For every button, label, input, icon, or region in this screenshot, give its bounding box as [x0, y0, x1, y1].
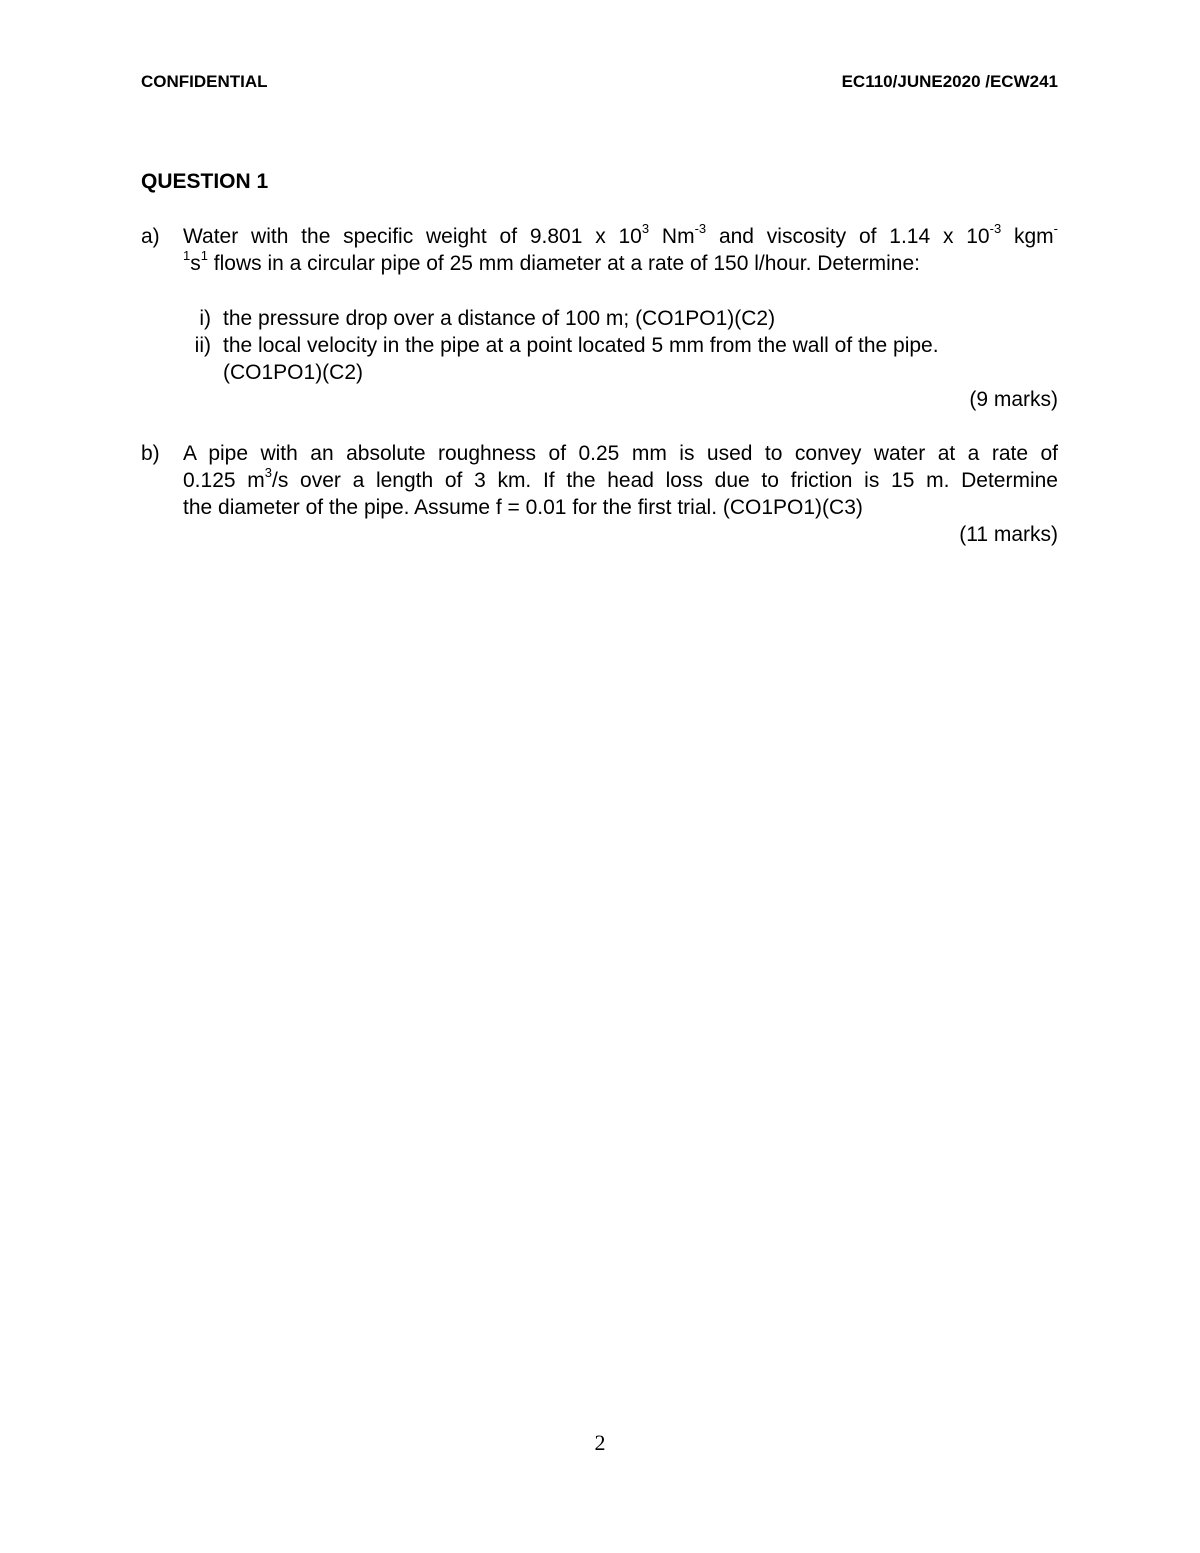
part-a-line-1 — [183, 223, 1058, 250]
page-number: 2 — [594, 1430, 606, 1455]
subitem-ii-text: the local velocity in the pipe at a point located 5 mm from the wall of the pipe. — [223, 334, 939, 357]
subitem-ii-continuation: (CO1PO1)(C2) — [223, 361, 364, 384]
subitem-i-number: i) — [199, 307, 211, 330]
part-b-marks-row — [141, 440, 1058, 560]
part-a-text-6: flows in a circular pipe of 25 mm diameter at a rate of 150 l/hour. Determine: — [207, 252, 920, 275]
part-a-label: a) — [141, 225, 160, 248]
part-a-text-5: s — [190, 252, 201, 275]
part-b-text-2a: 0.125 m — [183, 469, 265, 492]
part-b-marks: (11 marks) — [959, 523, 1058, 546]
part-b-sup: 3 — [264, 465, 272, 480]
part-a-sup-1: 3 — [641, 221, 650, 236]
part-a-text-4: kgm — [1001, 225, 1054, 248]
subitem-i-text: the pressure drop over a distance of 100 m; (CO1PO1)(C2) — [223, 307, 776, 330]
part-b-label: b) — [141, 442, 160, 465]
part-a-line-2 — [183, 250, 1058, 277]
part-a-text-3: and viscosity of 1.14 x 10 — [706, 225, 990, 248]
part-a-body — [183, 223, 1058, 277]
part-a-text-2: Nm — [649, 225, 695, 248]
subitem-ii-number: ii) — [194, 334, 211, 357]
question-part-a — [141, 223, 1058, 423]
part-a-sup-4: - — [1053, 221, 1058, 236]
part-a-text-1: Water with the specific weight of 9.801 x 10 — [183, 225, 642, 248]
part-b-text-2b: /s over a length of 3 km. If the head loss due to friction is 15 m. Determine — [271, 469, 1058, 492]
header-course-code: EC110/JUNE2020 /ECW241 — [841, 72, 1058, 91]
part-a-sup-6: 1 — [200, 248, 208, 263]
part-a-sup-3: -3 — [989, 221, 1002, 236]
part-a-sup-5: 1 — [183, 248, 191, 263]
subitem-ii — [183, 332, 1058, 359]
part-a-sup-2: -3 — [694, 221, 707, 236]
subitem-i — [183, 305, 1058, 332]
part-a-subitems — [183, 305, 1058, 386]
question-title: QUESTION 1 — [141, 170, 269, 193]
part-b-line-1: A pipe with an absolute roughness of 0.25 mm is used to convey water at a rate of — [183, 442, 1058, 465]
header-confidential: CONFIDENTIAL — [141, 72, 268, 91]
part-b-line-3: the diameter of the pipe. Assume f = 0.01 for the first trial. (CO1PO1)(C3) — [183, 496, 863, 519]
part-a-marks: (9 marks) — [969, 388, 1058, 411]
